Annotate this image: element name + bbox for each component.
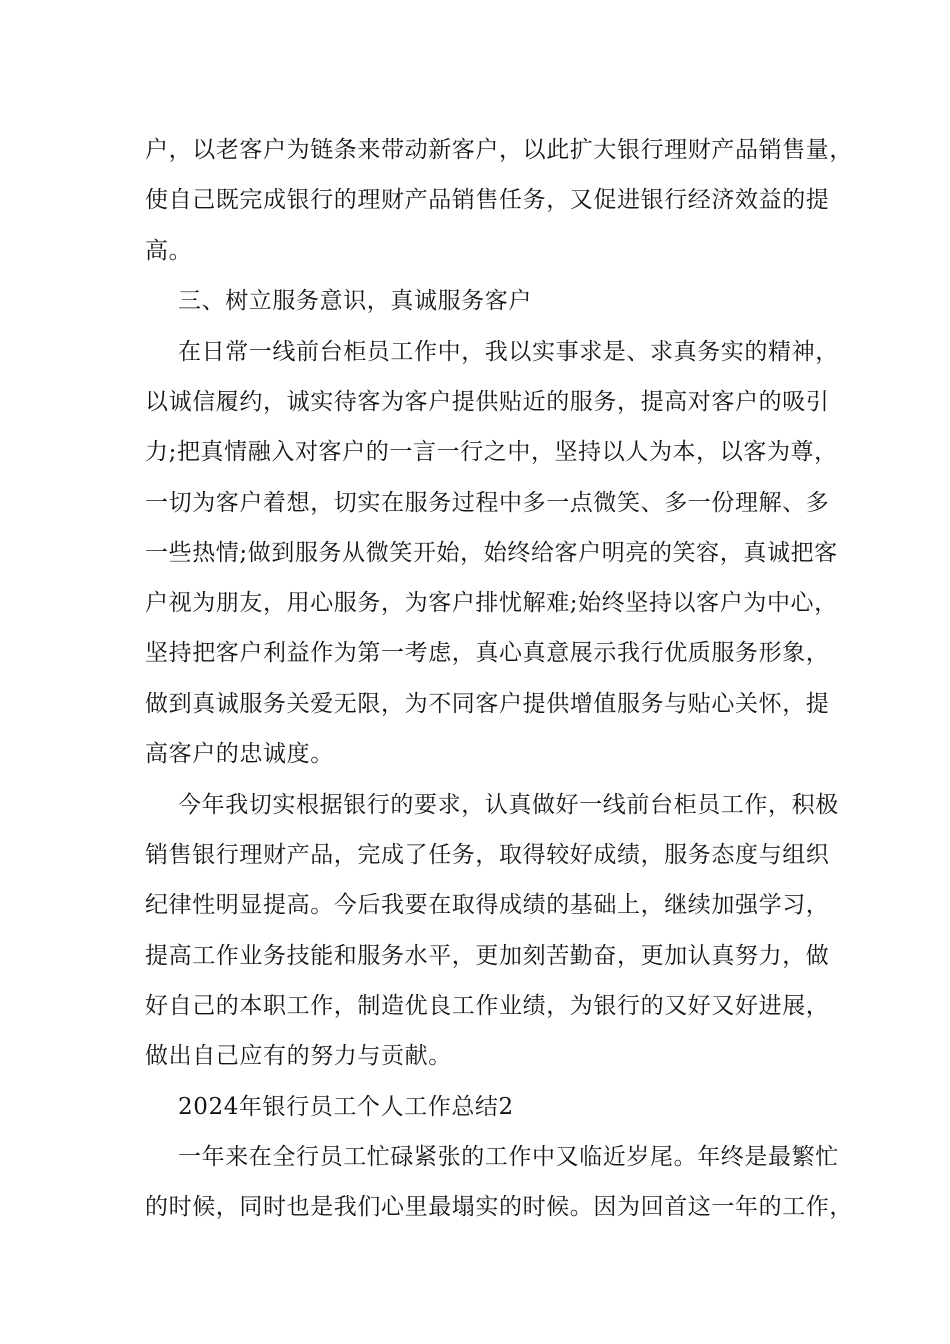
section-heading: 三、树立服务意识，真诚服务客户 — [178, 288, 532, 314]
text-line: 销售银行理财产品，完成了任务，取得较好成绩，服务态度与组织 — [145, 842, 830, 868]
text-line: 在日常一线前台柜员工作中，我以实事求是、求真务实的精神， — [178, 339, 839, 365]
text-line: 今年我切实根据银行的要求，认真做好一线前台柜员工作，积极 — [178, 792, 839, 818]
text-line: 好自己的本职工作，制造优良工作业绩，为银行的又好又好进展， — [145, 993, 830, 1019]
text-line: 纪律性明显提高。今后我要在取得成绩的基础上，继续加强学习， — [145, 892, 830, 918]
text-line: 做到真诚服务关爱无限，为不同客户提供增值服务与贴心关怀，提 — [145, 691, 830, 717]
text-line: 一切为客户着想，切实在服务过程中多一点微笑、多一份理解、多 — [145, 490, 830, 516]
text-line: 力;把真情融入对客户的一言一行之中，坚持以人为本，以客为尊， — [145, 439, 838, 465]
text-line: 提高工作业务技能和服务水平，更加刻苦勤奋，更加认真努力，做 — [145, 943, 830, 969]
text-line: 一年来在全行员工忙碌紧张的工作中又临近岁尾。年终是最繁忙 — [178, 1144, 839, 1170]
text-line: 的时候，同时也是我们心里最塌实的时候。因为回首这一年的工作， — [145, 1194, 853, 1220]
document-title: 2024年银行员工个人工作总结2 — [178, 1094, 514, 1120]
text-line: 做出自己应有的努力与贡献。 — [145, 1043, 452, 1069]
text-line: 户，以老客户为链条来带动新客户，以此扩大银行理财产品销售量， — [145, 137, 853, 163]
text-line: 高。 — [145, 238, 193, 264]
text-line: 一些热情;做到服务从微笑开始，始终给客户明亮的笑容，真诚把客 — [145, 540, 838, 566]
text-line: 以诚信履约，诚实待客为客户提供贴近的服务，提高对客户的吸引 — [145, 389, 830, 415]
text-line: 高客户的忠诚度。 — [145, 741, 334, 767]
text-line: 户视为朋友，用心服务，为客户排忧解难;始终坚持以客户为中心， — [145, 590, 838, 616]
text-line: 坚持把客户利益作为第一考虑，真心真意展示我行优质服务形象， — [145, 640, 830, 666]
text-line: 使自己既完成银行的理财产品销售任务，又促进银行经济效益的提 — [145, 187, 830, 213]
